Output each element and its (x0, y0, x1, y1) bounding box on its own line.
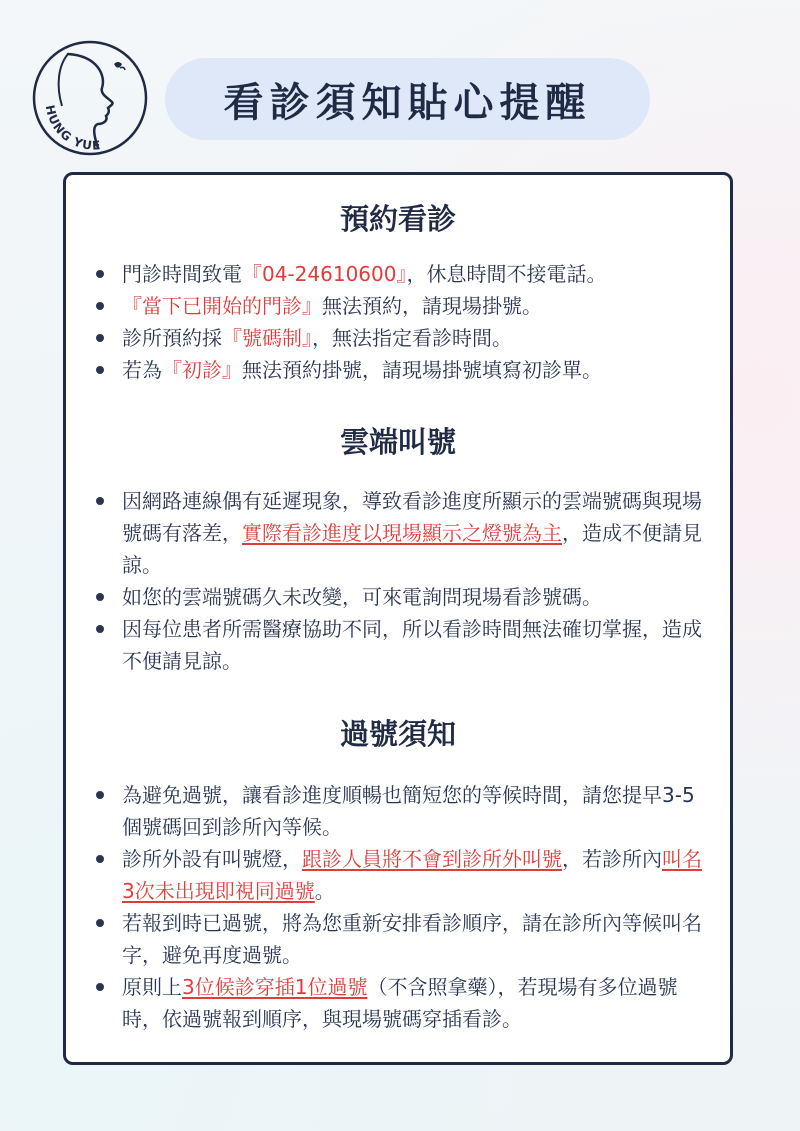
list-item: 『當下已開始的門診』無法預約，請現場掛號。 (66, 290, 730, 322)
section-heading: 預約看診 (339, 202, 456, 236)
section-appointment (66, 197, 730, 386)
list-item: 如您的雲端號碼久未改變，可來電詢問現場看診號碼。 (66, 581, 730, 613)
list-item: 為避免過號，讓看診進度順暢也簡短您的等候時間，請您提早3-5個號碼回到診所內等候。 (66, 779, 730, 843)
svg-text:HUNG YUE (43, 104, 102, 153)
notice-card (63, 172, 733, 1065)
clinic-logo (28, 36, 152, 160)
section-cloud-calling (66, 420, 730, 677)
list-item: 因網路連線偶有延遲現象，導致看診進度所顯示的雲端號碼與現場號碼有落差，實際看診進度以現場顯示之燈號為主，造成不便請見諒。 (66, 485, 730, 581)
page-title: 看診須知貼心提醒 (223, 79, 592, 126)
title-banner (165, 58, 650, 140)
section-heading: 雲端叫號 (339, 425, 456, 459)
section-missed-number (66, 712, 730, 1035)
list-item: 原則上3位候診穿插1位過號（不含照拿藥），若現場有多位過號時，依過號報到順序，與現場號碼穿插看診。 (66, 971, 730, 1035)
list-item: 診所預約採『號碼制』，無法指定看診時間。 (66, 322, 730, 354)
list-item: 因每位患者所需醫療協助不同，所以看診時間無法確切掌握，造成不便請見諒。 (66, 613, 730, 677)
section-heading: 過號須知 (339, 717, 456, 751)
face-profile-icon (28, 36, 152, 160)
list-item: 若為『初診』無法預約掛號，請現場掛號填寫初診單。 (66, 354, 730, 386)
list-item: 門診時間致電『04-24610600』，休息時間不接電話。 (66, 258, 730, 290)
list-item: 診所外設有叫號燈，跟診人員將不會到診所外叫號，若診所內叫名3次未出現即視同過號。 (66, 843, 730, 907)
list-item: 若報到時已過號，將為您重新安排看診順序，請在診所內等候叫名字，避免再度過號。 (66, 907, 730, 971)
logo-text: HUNG YUE (42, 103, 102, 153)
